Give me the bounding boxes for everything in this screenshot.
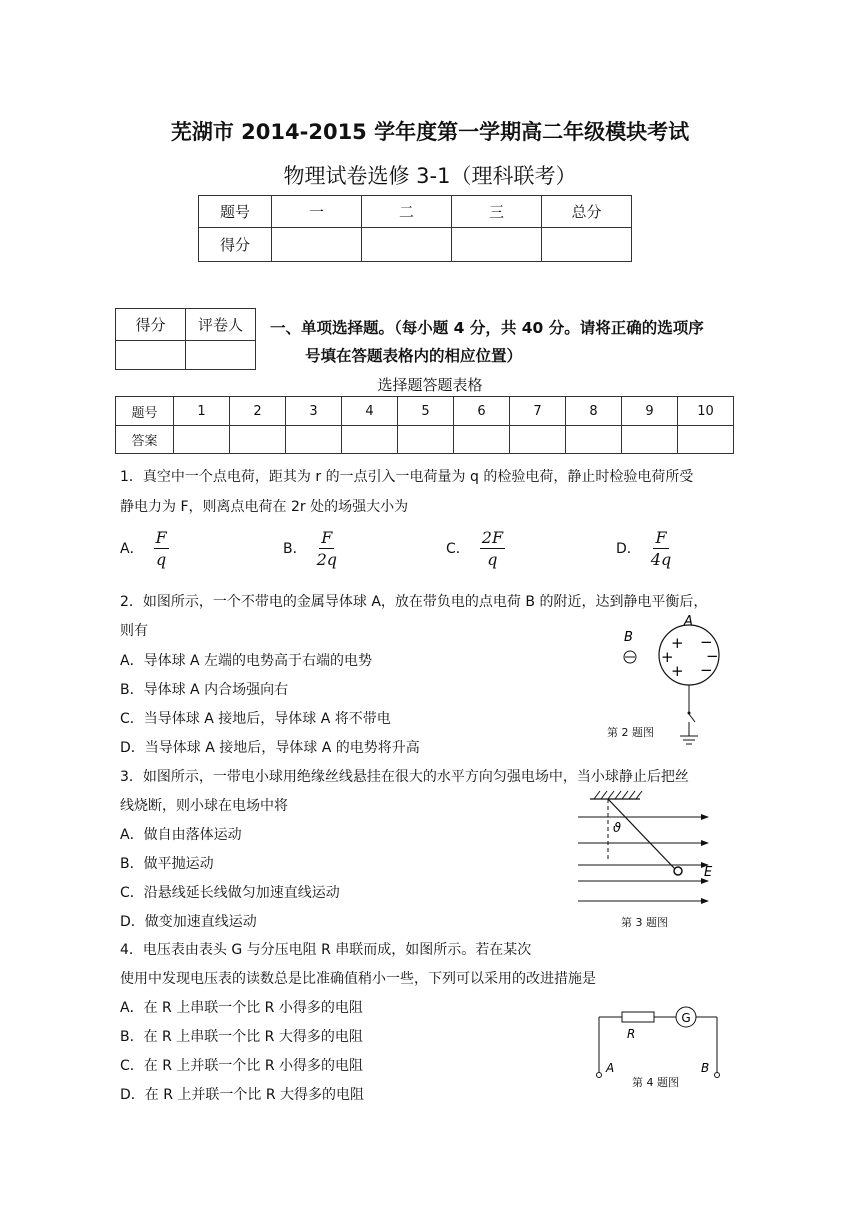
exam-subtitle: 物理试卷选修 3-1（理科联考） xyxy=(283,164,577,188)
q3-figure xyxy=(570,785,720,910)
fraction: $\frac{F}{4q}$ xyxy=(650,527,672,569)
grader-score-cell[interactable] xyxy=(116,341,186,370)
sphere-label-a: A xyxy=(684,614,693,629)
score-table-header: 一 xyxy=(272,196,362,228)
fraction: $\frac{F}{2q}$ xyxy=(316,527,338,569)
grader-name-label: 评卷人 xyxy=(186,309,256,341)
score-table xyxy=(198,195,632,262)
answer-number: 9 xyxy=(622,397,678,426)
answer-table-row-label: 答案 xyxy=(116,426,174,454)
answer-cell[interactable] xyxy=(566,426,622,454)
q1-option-d[interactable]: D． $\frac{F}{4q}$ xyxy=(616,527,672,569)
score-table-header: 题号 xyxy=(199,196,272,228)
plus-sign: + xyxy=(661,648,674,666)
grader-name-cell[interactable] xyxy=(186,341,256,370)
answer-number: 10 xyxy=(678,397,734,426)
minus-sign: − xyxy=(706,647,719,665)
answer-cell[interactable] xyxy=(678,426,734,454)
q2-option-c[interactable]: C．当导体球 A 接地后，导体球 A 将不带电 xyxy=(120,711,391,727)
section1-heading: 一、单项选择题。（每小题 4 分，共 40 分。请将正确的选项序 xyxy=(270,319,704,337)
negative-charge-icon xyxy=(624,651,636,663)
angle-label: ϑ xyxy=(613,821,622,836)
terminal-a-label: A xyxy=(606,1061,615,1075)
terminal-a[interactable] xyxy=(597,1073,602,1078)
answer-cell[interactable] xyxy=(286,426,342,454)
answer-cell[interactable] xyxy=(230,426,286,454)
q3-option-d[interactable]: D．做变加速直线运动 xyxy=(120,914,257,930)
exam-title: 芜湖市 2014-2015 学年度第一学期高二年级模块考试 xyxy=(170,120,690,144)
answer-cell[interactable] xyxy=(342,426,398,454)
answer-table-row-label: 题号 xyxy=(116,397,174,426)
minus-sign: − xyxy=(700,661,713,679)
score-table-header: 二 xyxy=(362,196,452,228)
terminal-b[interactable] xyxy=(715,1073,720,1078)
answer-number: 5 xyxy=(398,397,454,426)
score-table-header: 三 xyxy=(452,196,542,228)
q3-option-c[interactable]: C．沿悬线延长线做匀加速直线运动 xyxy=(120,885,340,901)
q2-option-a[interactable]: A．导体球 A 左端的电势高于右端的电势 xyxy=(120,653,373,669)
q2-text-cont: 则有 xyxy=(120,623,148,639)
galvanometer-label: G xyxy=(681,1011,691,1025)
answer-number: 2 xyxy=(230,397,286,426)
q2-figure-caption: 第 2 题图 xyxy=(607,726,654,739)
score-cell[interactable] xyxy=(452,228,542,262)
q2-option-d[interactable]: D．当导体球 A 接地后，导体球 A 的电势将升高 xyxy=(120,740,420,756)
q3-option-a[interactable]: A．做自由落体运动 xyxy=(120,827,242,843)
answer-number: 7 xyxy=(510,397,566,426)
score-table-header: 总分 xyxy=(542,196,632,228)
q3-text: 3．如图所示，一带电小球用绝缘丝线悬挂在很大的水平方向匀强电场中，当小球静止后把丝 xyxy=(120,769,689,785)
answer-number: 8 xyxy=(566,397,622,426)
resistor-label: R xyxy=(627,1027,636,1041)
answer-table-title: 选择题答题表格 xyxy=(377,376,483,394)
fraction: $\frac{2F}{q}$ xyxy=(481,527,504,569)
score-row-label: 得分 xyxy=(199,228,272,262)
terminal-b-label: B xyxy=(701,1061,710,1075)
field-label: E xyxy=(704,865,713,880)
q4-text-cont: 使用中发现电压表的读数总是比准确值稍小一些，下列可以采用的改进措施是 xyxy=(120,971,596,987)
minus-sign: − xyxy=(700,633,713,651)
q2-option-b[interactable]: B．导体球 A 内合场强向右 xyxy=(120,682,289,698)
answer-cell[interactable] xyxy=(174,426,230,454)
q3-option-b[interactable]: B．做平抛运动 xyxy=(120,856,214,872)
q3-figure-caption: 第 3 题图 xyxy=(621,916,668,929)
answer-number: 3 xyxy=(286,397,342,426)
grader-box xyxy=(115,308,256,370)
charged-ball xyxy=(674,867,682,875)
q1-option-b[interactable]: B． $\frac{F}{2q}$ xyxy=(283,527,338,569)
score-cell[interactable] xyxy=(362,228,452,262)
score-cell[interactable] xyxy=(272,228,362,262)
q4-figure-caption: 第 4 题图 xyxy=(632,1076,679,1089)
section1-heading-cont: 号填在答题表格内的相应位置） xyxy=(305,347,523,365)
grader-score-label: 得分 xyxy=(116,309,186,341)
plus-sign: + xyxy=(671,634,684,652)
q2-text: 2．如图所示，一个不带电的金属导体球 A，放在带负电的点电荷 B 的附近，达到静电平衡后， xyxy=(120,594,708,610)
charge-label-b: B xyxy=(624,630,633,645)
q4-option-b[interactable]: B．在 R 上串联一个比 R 大得多的电阻 xyxy=(120,1029,363,1045)
ground-switch[interactable] xyxy=(688,685,696,736)
answer-cell[interactable] xyxy=(454,426,510,454)
score-cell[interactable] xyxy=(542,228,632,262)
answer-number: 4 xyxy=(342,397,398,426)
ceiling-hatch xyxy=(590,791,642,799)
answer-cell[interactable] xyxy=(622,426,678,454)
answer-cell[interactable] xyxy=(398,426,454,454)
q1-text-cont: 静电力为 F，则离点电荷在 2r 处的场强大小为 xyxy=(120,499,409,515)
q4-option-c[interactable]: C．在 R 上并联一个比 R 小得多的电阻 xyxy=(120,1058,364,1074)
q3-text-cont: 线烧断，则小球在电场中将 xyxy=(120,798,288,814)
plus-sign: + xyxy=(671,662,684,680)
q4-text: 4．电压表由表头 G 与分压电阻 R 串联而成，如图所示。若在某次 xyxy=(120,942,532,958)
q4-option-d[interactable]: D．在 R 上并联一个比 R 大得多的电阻 xyxy=(120,1087,365,1103)
q1-option-c[interactable]: C． $\frac{2F}{q}$ xyxy=(446,527,504,569)
q1-text: 1．真空中一个点电荷，距其为 r 的一点引入一电荷量为 q 的检验电荷，静止时检验电荷所受 xyxy=(120,469,694,485)
ground-icon xyxy=(680,736,698,744)
answer-number: 1 xyxy=(174,397,230,426)
q4-option-a[interactable]: A．在 R 上串联一个比 R 小得多的电阻 xyxy=(120,1000,363,1016)
resistor xyxy=(622,1012,654,1022)
answer-table xyxy=(115,396,734,454)
q1-option-a[interactable]: A． $\frac{F}{q}$ xyxy=(120,527,167,569)
fraction: $\frac{F}{q}$ xyxy=(155,527,167,569)
q4-figure xyxy=(590,1000,730,1085)
answer-cell[interactable] xyxy=(510,426,566,454)
answer-number: 6 xyxy=(454,397,510,426)
